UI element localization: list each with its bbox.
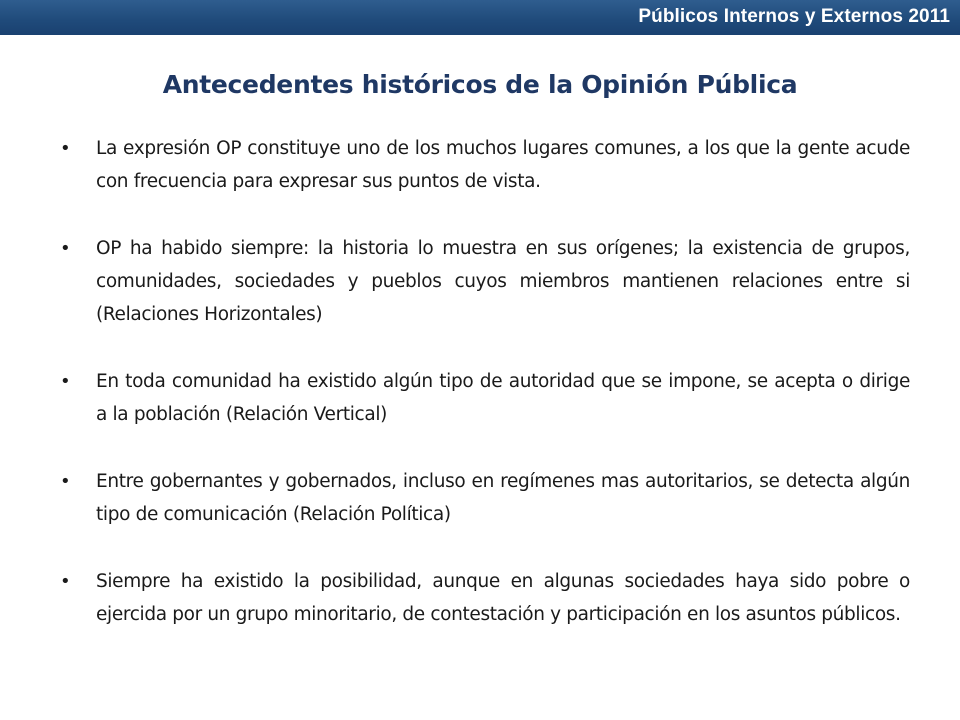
bullet-text: En toda comunidad ha existido algún tipo de autoridad que se impone, se acepta o dirige a la población (Relación Vertical): [96, 371, 910, 425]
bullet-item: [60, 365, 910, 431]
bullet-dot-icon: •: [60, 238, 71, 259]
header-bar: [0, 0, 960, 35]
bullet-dot-icon: •: [60, 471, 71, 492]
bullet-dot-icon: •: [60, 371, 71, 392]
bullet-text: La expresión OP constituye uno de los muchos lugares comunes, a los que la gente acude con frecuencia para expresar sus puntos de vista.: [96, 138, 910, 192]
bullet-list: [60, 132, 910, 665]
bullet-text: OP ha habido siempre: la historia lo muestra en sus orígenes; la existencia de grupos, comunidades, sociedades y pueblos cuyos miembros mantienen relaciones entre si (Relaciones Horizontales): [96, 238, 910, 325]
bullet-dot-icon: •: [60, 138, 71, 159]
slide-title: Antecedentes históricos de la Opinión Pública: [162, 70, 798, 99]
header-title: Públicos Internos y Externos 2011: [638, 6, 950, 27]
bullet-item: [60, 232, 910, 331]
bullet-item: [60, 132, 910, 198]
bullet-text: Siempre ha existido la posibilidad, aunque en algunas sociedades haya sido pobre o ejercida por un grupo minoritario, de contestación y participación en los asuntos públicos.: [96, 571, 910, 625]
bullet-item: [60, 565, 910, 631]
bullet-text: Entre gobernantes y gobernados, incluso en regímenes mas autoritarios, se detecta algún tipo de comunicación (Relación Política): [96, 471, 910, 525]
bullet-item: [60, 465, 910, 531]
bullet-dot-icon: •: [60, 571, 71, 592]
